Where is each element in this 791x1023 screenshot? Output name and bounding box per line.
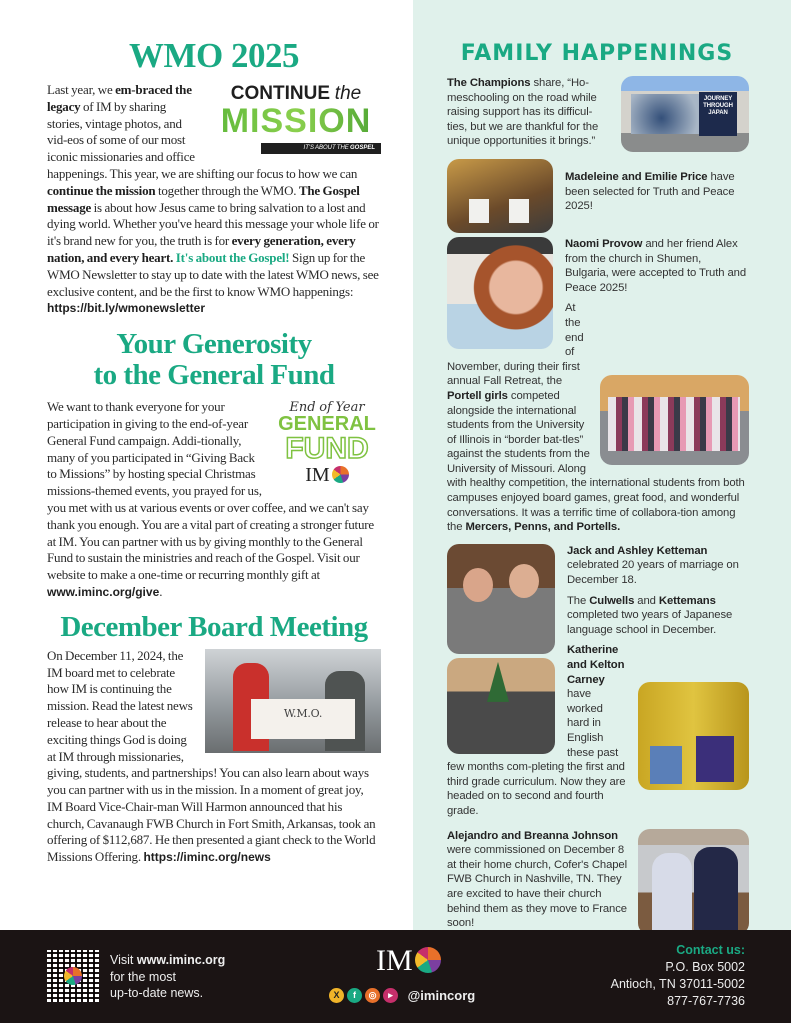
text-segment: The [567, 594, 590, 607]
giant-check: W.M.O. [251, 699, 355, 739]
contact-block [611, 942, 745, 1010]
contact-label: Contact us: [676, 943, 745, 957]
text-segment: Naomi Provow [565, 237, 643, 250]
fund-title [47, 329, 381, 391]
text-segment: . [159, 583, 163, 599]
facebook-icon[interactable]: f [347, 988, 362, 1003]
fund-article [47, 399, 381, 601]
ketteman-couple-photo [447, 544, 555, 654]
link[interactable]: https://iminc.org/news [143, 850, 271, 865]
text-segment: Last year, we [47, 82, 116, 97]
visit-line2: for the most [110, 969, 176, 984]
footer [0, 930, 791, 1023]
text-segment: is about how Jesus came to bring salvation to a lost and dying world. Whether you've heard this message your whole life or it's brand new for you, the truth is for [47, 199, 379, 249]
text-segment: Portell girls [447, 389, 508, 402]
carney-kids-photo [638, 682, 749, 790]
text-segment: Jack and Ashley Ketteman [567, 544, 708, 557]
fall-retreat-photo [600, 375, 749, 465]
text-segment: completed two years of Japanese language school in December. [567, 609, 733, 636]
text-segment: Alejandro and Breanna Johnson [447, 829, 618, 842]
text-segment: It's about the Gospel! [175, 249, 290, 265]
text-segment: Sign up for the WMO Newsletter to stay up to date with the latest WMO news, see exclusive content, and be the first to know WMO happenings: [47, 249, 379, 299]
website-link[interactable]: www.iminc.org [136, 953, 226, 967]
text-segment: celebrated 20 years of marriage on December 18. [567, 559, 739, 587]
text-segment: At the end of November, during their first annual Fall Retreat, the [447, 302, 584, 388]
text-segment: The Champions [447, 77, 531, 89]
continue-the-mission-logo: CONTINUE the MISSION IT'S ABOUT THE GOSPEL [211, 84, 381, 154]
im-logo: IM [376, 944, 441, 978]
social-handle[interactable]: @imincorg [407, 987, 476, 1003]
text-segment: We want to thank everyone for your participation in giving to the end-of-year General Fund campaign. Addi-tionally, many of you participated in “Giving Back to Missions” by hosting special Christmas missions-themed events, you prayed for us, you met with us at various events or over coffee, and we can't say thank you enough. You are a vital part of creating a stronger future at IM. You can partner with us by giving monthly to the General Fund to sustain the ministries and reach of the Gospel. Visit our website to make a one-time or recurring monthly gift at [47, 399, 374, 583]
family-title: FAMILY HAPPENINGS [460, 41, 734, 66]
text-segment: together through the WMO. [155, 182, 299, 198]
wmo-title: WMO 2025 [128, 36, 299, 75]
youtube-icon[interactable]: ▸ [383, 988, 398, 1003]
text-segment: Mercers, Penns, and Portells. [465, 521, 621, 534]
x-icon[interactable]: X [329, 988, 344, 1003]
board-title: December Board Meeting [60, 610, 368, 643]
globe-logo-icon [332, 466, 349, 483]
carney-family-photo [447, 658, 555, 754]
address-line2: Antioch, TN 37011-5002 [610, 977, 745, 991]
text-segment: Katherine and Kelton Carney [567, 644, 625, 686]
family-happenings-column [447, 0, 747, 937]
instagram-icon[interactable]: ◎ [365, 988, 380, 1003]
text-segment: Madeleine and Emilie Price [565, 170, 708, 183]
visit-text [110, 952, 225, 1002]
globe-logo-icon [415, 947, 441, 973]
text-segment: every generation, every nation, and every heart. [47, 233, 356, 265]
text-segment: The Gospel message [47, 182, 360, 215]
price-sisters-photo [447, 159, 553, 233]
qr-code[interactable] [47, 950, 99, 1002]
social-row [329, 986, 475, 1005]
text-segment: On December 11, 2024, the IM board met to celebrate how IM is continuing the mission. Read the latest news release to hear about the exciting things God is doing at IM through missionaries, giving, students, and partnerships! You can also learn about ways you can partner with us in the mission. In a moment of great joy, IM Board Vice-Chair-man Will Harmon announced that his church, Cavanaugh FWB Church in Fort Smith, Arkansas, took an offering of $112,687. He then presented a giant check to the World Missions Offering. [47, 647, 376, 865]
text-segment: have been selected for Truth and Peace 2025! [565, 170, 735, 213]
text-segment: competed alongside the international students from the University of Illinois in “border bat-tles” against the students from the University of Missouri. Along with healthy competition, the international students from both campuses enjoyed board games, great food, and wonderful conversations. It was a terrific time of collabora-tion among the [447, 389, 745, 534]
left-column [47, 0, 381, 866]
text-segment: of IM by sharing stories, vintage photos, and vid-eos of some of our most iconic missionaries and office happenings. This year, we are shifting our focus to how we can [47, 98, 358, 181]
text-segment: and [634, 594, 659, 607]
board-article [47, 648, 381, 866]
wmo-article [47, 82, 381, 317]
text-segment: continue the mission [47, 182, 156, 198]
visit-prefix: Visit [110, 953, 137, 967]
text-segment: em-braced the legacy [47, 82, 192, 114]
address-line1: P.O. Box 5002 [665, 960, 745, 974]
phone-number[interactable]: 877-767-7736 [667, 994, 745, 1008]
text-segment: were commissioned on December 8 at their home church, Cofer's Chapel FWB Church in Nashville, TN. They are excited to have their church behind them as they move to France soon! [447, 844, 628, 930]
fund-title-line1: Your Generosity [116, 328, 312, 361]
text-segment: Culwells [589, 594, 635, 607]
general-fund-logo: End of Year GENERAL FUND IM [278, 400, 376, 487]
text-segment: and her friend Alex from the church in Shumen, Bulgaria, were accepted to Truth and Peace 2025! [565, 237, 747, 294]
text-segment: share, “Ho-meschooling on the road while raising support has its difficul-ties, but we are thankful for the unique opportunities it brings.” [447, 77, 599, 148]
link[interactable]: https://bit.ly/wmonewsletter [47, 301, 206, 316]
link[interactable]: www.iminc.org/give [47, 584, 160, 599]
visit-line3: up-to-date news. [110, 986, 204, 1000]
fund-title-line2: to the General Fund [93, 359, 335, 392]
champions-photo [621, 76, 749, 152]
board-check-photo [205, 649, 381, 753]
japan-sign: JOURNEY THROUGH JAPAN [699, 92, 737, 136]
text-segment: have worked hard in English these past few months com-pleting the first and third grade curriculum. Now they are headed on to second and fourth grade. [447, 688, 626, 817]
johnson-couple-photo [638, 829, 749, 935]
text-segment: Kettemans [658, 594, 716, 607]
